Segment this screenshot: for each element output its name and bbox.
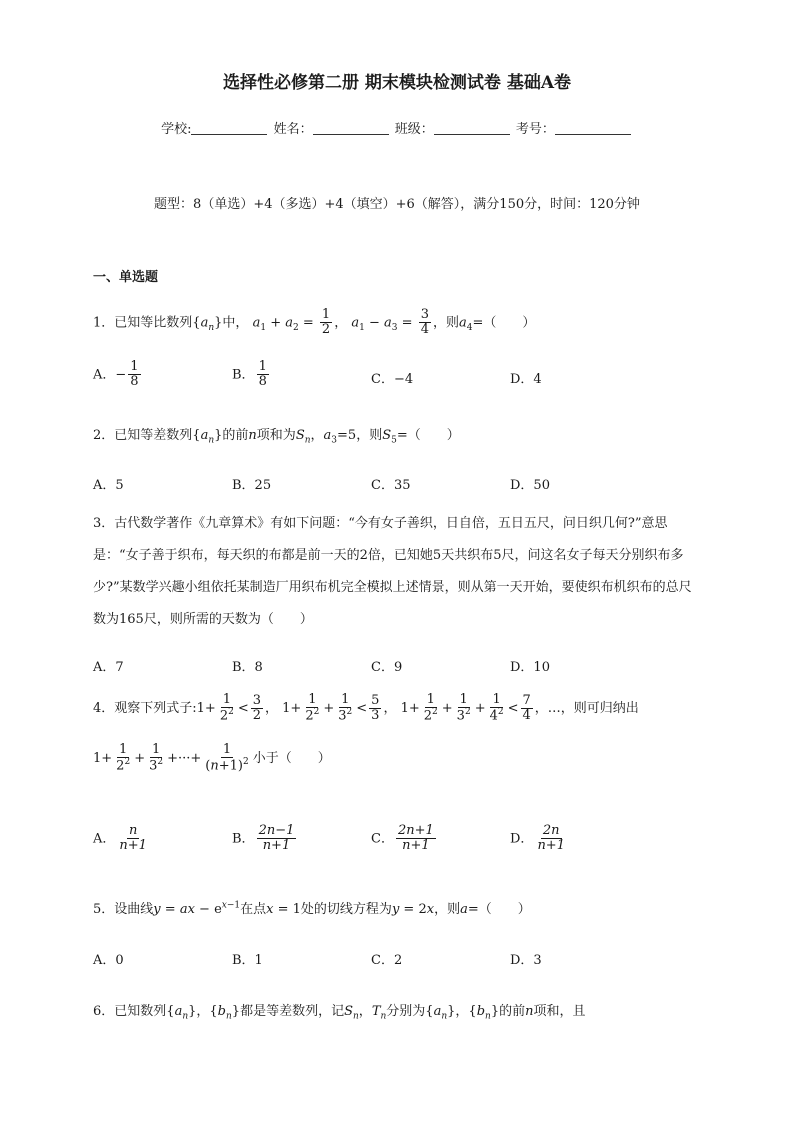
number-blank[interactable] — [555, 121, 631, 135]
q3-option-c[interactable]: C．9 — [371, 660, 403, 675]
q1-option-c[interactable]: C．−4 — [371, 372, 414, 387]
school-blank[interactable] — [191, 121, 267, 135]
question-2: 2．已知等差数列$\{a_n\}$的前n项和为$S_n$，$a_3=5$，则$S_5=$（ ） — [93, 428, 460, 446]
school-label: 学校: — [161, 122, 192, 137]
question-5: 5．设曲线y = ax − $e^{x-1}$在点x = 1处的切线方程为y = 2x，则a=（ ） — [93, 900, 531, 917]
q5-option-b[interactable]: B．1 — [232, 953, 263, 968]
q4-option-d[interactable]: D． $\frac{2n}{n+1}$ — [510, 823, 565, 854]
q5-option-c[interactable]: C．2 — [371, 953, 403, 968]
question-1: 1．已知等比数列$\{a_n\}$中， $a_1 + a_2$ = $\frac{1}{2}$ ， $a_1 - a_3$ = $\frac{3}{4}$ ，则$a_4=$（ ） — [93, 307, 536, 338]
q1-option-a[interactable]: A．− $\frac{1}{8}$ — [93, 359, 139, 390]
q3-option-a[interactable]: A．7 — [93, 660, 124, 675]
class-blank[interactable] — [434, 121, 510, 135]
question-4: 4．观察下列式子:1+ $\frac{1}{2^2}$ < $\frac{3}{2}$ ， 1+ $\frac{1}{2^2}$ + $\frac{1}{3^2}$ < $\frac{5}{3}$ ， 1+ $\frac{1}{2^2}$ + $\frac{1}{3^2}$ + $\frac{1}{4^2}$ < $\frac{7}{4}$ ，…，则可归纳出 — [93, 692, 639, 724]
q2-option-a[interactable]: A．5 — [93, 478, 124, 493]
q3-option-b[interactable]: B．8 — [232, 660, 263, 675]
student-info-line — [0, 118, 794, 137]
section-heading-single-choice: 一、单选题 — [93, 270, 159, 285]
page-title: 选择性必修第二册 期末模块检测试卷 基础A卷 — [222, 73, 572, 93]
name-blank[interactable] — [313, 121, 389, 135]
q1-option-b[interactable]: B． $\frac{1}{8}$ — [232, 359, 267, 390]
q5-option-a[interactable]: A．0 — [93, 953, 124, 968]
q4-option-a[interactable]: A． $\frac{n}{n+1}$ — [93, 823, 147, 854]
question-4-expression: 1+ $\frac{1}{2^2}$ + $\frac{1}{3^2}$ +···+ $\frac{1}{(n+1)^2}$ 小于（ ） — [93, 742, 331, 774]
question-6: 6．已知数列$\{a_n\}$，$\{b_n\}$都是等差数列，记$S_n$，$T_n$分别为$\{a_n\}$，$\{b_n\}$的前n项和，且 — [93, 1004, 586, 1022]
name-label: 姓名： — [273, 122, 313, 137]
q2-option-c[interactable]: C．35 — [371, 478, 411, 493]
q4-option-c[interactable]: C． $\frac{2n+1}{n+1}$ — [371, 823, 434, 854]
q2-option-d[interactable]: D．50 — [510, 478, 550, 493]
q4-option-b[interactable]: B． $\frac{2n-1}{n+1}$ — [232, 823, 295, 854]
q3-option-d[interactable]: D．10 — [510, 660, 550, 675]
class-label: 班级： — [394, 122, 434, 137]
q2-option-b[interactable]: B．25 — [232, 478, 272, 493]
q1-option-d[interactable]: D．4 — [510, 372, 542, 387]
exam-meta: 题型：8（单选）+4（多选）+4（填空）+6（解答），满分150分，时间：120分钟 — [154, 197, 640, 212]
q5-option-d[interactable]: D．3 — [510, 953, 542, 968]
question-3: 3．古代数学著作《九章算术》有如下问题：“今有女子善织，日自倍，五日五尺，问日织几何?”意思是：“女子善于织布，每天织的布都是前一天的2倍，已知她5天共织布5尺，问这名女子每天分别织布多少?”某数学兴趣小组依托某制造厂用织布机完全模拟上述情景，则从第一天开始，要使织布机织布的总尺数为165尺，则所需的天数为（ ） — [93, 516, 692, 627]
number-label: 考号： — [515, 122, 555, 137]
